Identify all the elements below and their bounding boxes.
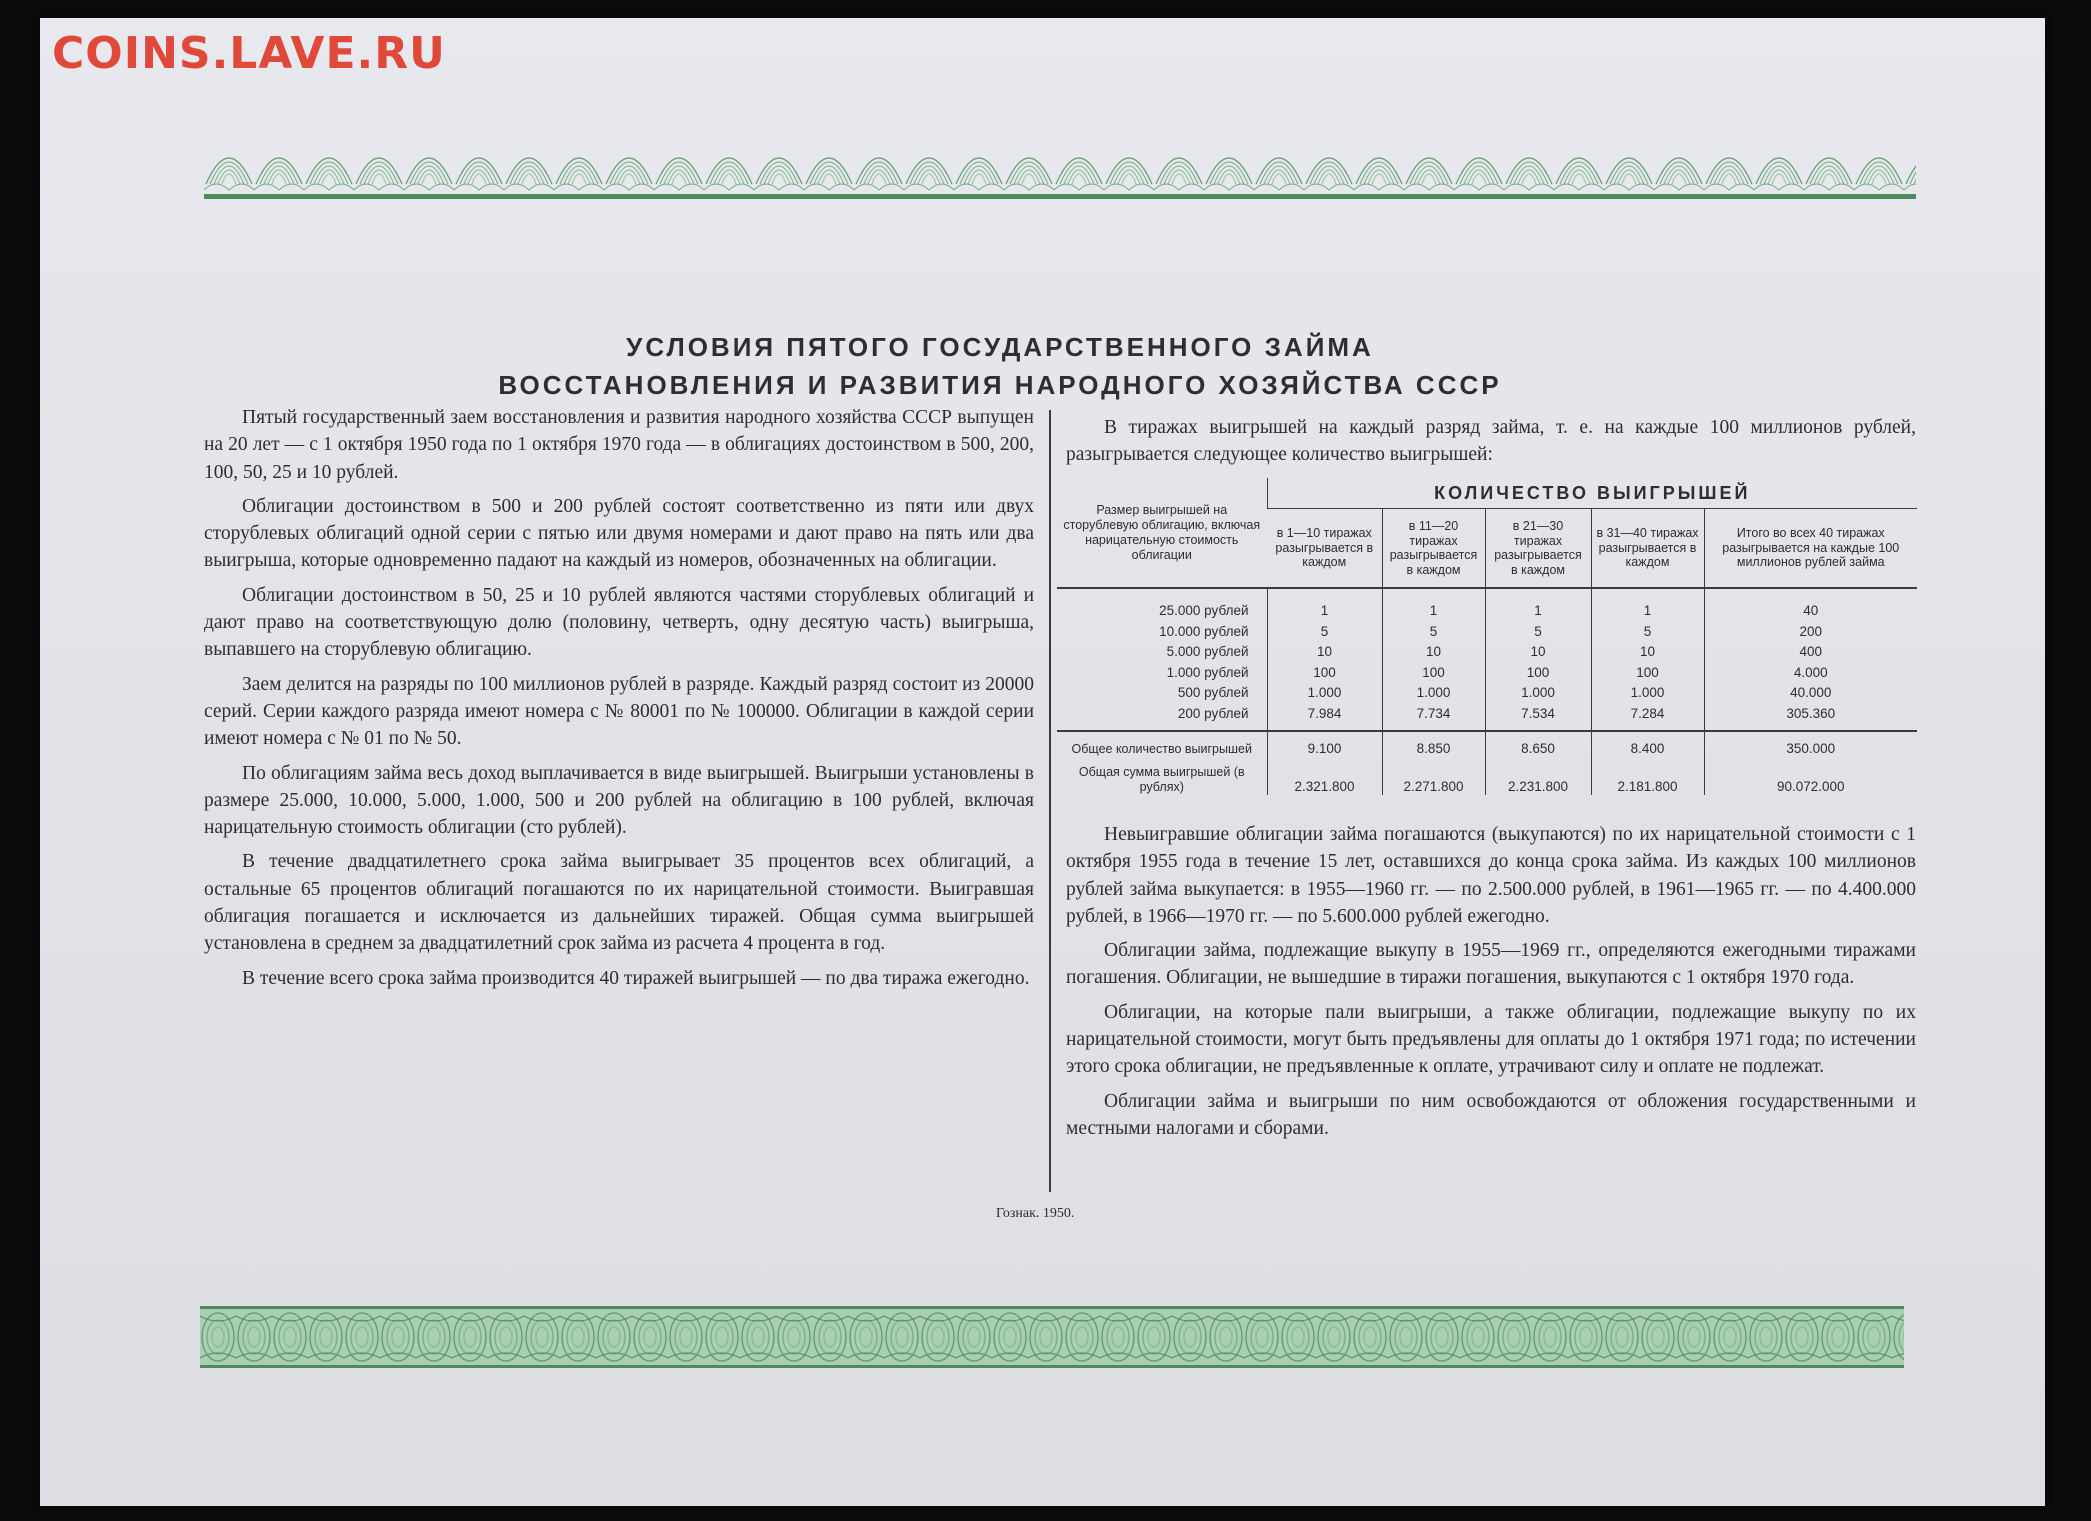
winnings-table: [1057, 478, 1917, 795]
table-cell: 10: [1485, 642, 1591, 663]
right-paragraph: Облигации займа и выигрыши по ним освобождаются от обложения государственными и местными налогами и сборами.: [1066, 1090, 1916, 1139]
row-label: 5.000 рублей: [1166, 644, 1249, 659]
table-cell: 1: [1485, 588, 1591, 622]
table-cell: 1: [1267, 588, 1382, 622]
table-cell: 40.000: [1704, 683, 1917, 704]
row-label: 1.000 рублей: [1166, 664, 1249, 680]
total-label: Общая сумма выигрышей (в рублях): [1078, 765, 1245, 794]
table-cell: 1: [1382, 588, 1485, 622]
left-paragraph: Облигации достоинством в 500 и 200 рублей состоят соответственно из пяти или двух сторублевых облигаций одной серии с пятью или двумя номерами и дают право на пять или два выигрыша, которые одновременно падают на каждый из номеров, обозначенных на облигации.: [204, 495, 1034, 572]
table-cell: 7.984: [1267, 704, 1382, 732]
site-watermark: COINS.LAVE.RU: [52, 28, 446, 79]
table-cell: 100: [1591, 663, 1704, 684]
table-cell: 5: [1485, 622, 1591, 643]
right-intro: [1066, 414, 1916, 476]
table-header-col-4: в 31—40 тиражах разыгрывается в каждом: [1591, 509, 1704, 589]
table-cell: 10: [1267, 642, 1382, 663]
table-row: [1057, 663, 1917, 684]
table-cell: 7.284: [1591, 704, 1704, 732]
row-label: 10.000 рублей: [1159, 623, 1249, 639]
right-column: [1066, 821, 1916, 1149]
table-cell: 1.000: [1485, 683, 1591, 704]
table-cell: 40: [1704, 588, 1917, 622]
table-header-group: КОЛИЧЕСТВО ВЫИГРЫШЕЙ: [1267, 478, 1917, 509]
row-label: 500 рублей: [1177, 685, 1249, 700]
table-cell: 9.100: [1267, 731, 1382, 757]
table-cell: 10: [1382, 642, 1485, 663]
table-cell: 8.650: [1485, 731, 1591, 757]
left-paragraph: По облигациям займа весь доход выплачивается в виде выигрышей. Выигрыши установлены в размере 25.000, 10.000, 5.000, 1.000, 500 и 200 рублей на облигацию в 100 рублей, включая нарицательную стоимость облигации (сто рублей).: [204, 762, 1034, 839]
table-cell: 1: [1591, 588, 1704, 622]
table-cell: 350.000: [1704, 731, 1917, 757]
table-cell: 2.271.800: [1382, 757, 1485, 795]
title-line-1: УСЛОВИЯ ПЯТОГО ГОСУДАРСТВЕННОГО ЗАЙМА: [626, 332, 1374, 362]
table-cell: 5: [1591, 622, 1704, 643]
table-cell: 90.072.000: [1704, 757, 1917, 795]
left-paragraph: Облигации достоинством в 50, 25 и 10 рублей являются частями сторублевых облигаций и дают право на соответствующую долю (половину, четверть, одну десятую часть) выигрыша, выпавшего на сторублевую облигацию.: [204, 584, 1034, 661]
row-label: 200 рублей: [1057, 704, 1267, 732]
left-paragraph: В течение всего срока займа производится 40 тиражей выигрышей — по два тиража ежегодно.: [242, 967, 1030, 989]
table-header-col-3: в 21—30 тиражах разыгрывается в каждом: [1485, 509, 1591, 589]
table-cell: 100: [1267, 663, 1382, 684]
left-paragraph: Заем делится на разряды по 100 миллионов рублей в разряде. Каждый разряд состоит из 20000 серий. Серии каждого разряда имеют номера с № 80001 по № 100000. Облигации в каждой серии имеют номера с № 01 по № 50.: [204, 673, 1034, 750]
table-cell: 305.360: [1704, 704, 1917, 732]
table-cell: 200: [1704, 622, 1917, 643]
table-header-col-total: Итого во всех 40 тиражах разыгрывается на каждые 100 миллионов рублей займа: [1704, 509, 1917, 589]
table-cell: 100: [1485, 663, 1591, 684]
table-total-row: [1057, 757, 1917, 795]
table-total-row: [1057, 731, 1917, 757]
printer-imprint: Гознак. 1950.: [996, 1206, 1075, 1221]
table-row: [1057, 642, 1917, 663]
right-intro-text: В тиражах выигрышей на каждый разряд займа, т. е. на каждые 100 миллионов рублей, разыгрывается следующее количество выигрышей:: [1066, 417, 1916, 466]
left-paragraph: В течение двадцатилетнего срока займа выигрывает 35 процентов всех облигаций, а остальные 65 процентов облигаций погашаются по их нарицательной стоимости. Выигравшая облигация погашается и исключается из дальнейших тиражей. Общая сумма выигрышей установлена в среднем за двадцатилетний срок займа из расчета 4 процента в год.: [204, 851, 1034, 955]
guilloche-border-bottom: [200, 1306, 1904, 1368]
table-cell: 5: [1382, 622, 1485, 643]
table-header-col-1: в 1—10 тиражах разыгрывается в каждом: [1267, 509, 1382, 589]
table-cell: 2.181.800: [1591, 757, 1704, 795]
table-header-prize-size: Размер выигрышей на сторублевую облигацию, включая нарицательную стоимость облигации: [1057, 478, 1267, 588]
table-row: [1057, 704, 1917, 732]
table-row: [1057, 622, 1917, 643]
table-header-col-2: в 11—20 тиражах разыгрывается в каждом: [1382, 509, 1485, 589]
table-cell: 8.850: [1382, 731, 1485, 757]
right-paragraph: Облигации займа, подлежащие выкупу в 1955—1969 гг., определяются ежегодными тиражами погашения. Облигации, не вышедшие в тиражи погашения, выкупаются с 1 октября 1970 года.: [1066, 940, 1916, 989]
table-row: [1057, 683, 1917, 704]
table-cell: 4.000: [1704, 663, 1917, 684]
table-row: [1057, 588, 1917, 622]
left-paragraph: Пятый государственный заем восстановления и развития народного хозяйства СССР выпущен на 20 лет — с 1 октября 1950 года по 1 октября 1970 года — в облигациях достоинством в 500, 200, 100, 50, 25 и 10 рублей.: [204, 407, 1034, 483]
table-cell: 10: [1591, 642, 1704, 663]
table-cell: 8.400: [1591, 731, 1704, 757]
table-cell: 1.000: [1591, 683, 1704, 704]
row-label: 25.000 рублей: [1159, 603, 1249, 618]
table-cell: 7.534: [1485, 704, 1591, 732]
table-cell: 5: [1267, 622, 1382, 643]
column-divider: [1049, 410, 1051, 1192]
title-line-2: ВОССТАНОВЛЕНИЯ И РАЗВИТИЯ НАРОДНОГО ХОЗЯЙСТВА СССР: [498, 370, 1502, 400]
table-cell: 1.000: [1267, 683, 1382, 704]
total-label: Общее количество выигрышей: [1071, 742, 1252, 756]
guilloche-border-top: [204, 128, 1916, 202]
table-cell: 1.000: [1382, 683, 1485, 704]
right-paragraph: Облигации, на которые пали выигрыши, а также облигации, подлежащие выкупу по их нарицательной стоимости, могут быть предъявлены для оплаты до 1 октября 1971 года; по истечении этого срока облигации, не предъявленные к оплате, утрачивают силу и оплате не подлежат.: [1066, 1001, 1916, 1078]
table-cell: 400: [1704, 642, 1917, 663]
table-cell: 7.734: [1382, 704, 1485, 732]
table-cell: 100: [1382, 663, 1485, 684]
right-paragraph: Невыигравшие облигации займа погашаются (выкупаются) по их нарицательной стоимости с 1 октября 1955 года в течение 15 лет, оставшихся до конца срока займа. Из каждых 100 миллионов рублей займа выкупается: в 1955—1960 гг. — по 2.500.000 рублей, в 1961—1965 гг. — по 4.400.000 рублей, в 1966—1970 гг. — по 5.600.000 рублей ежегодно.: [1066, 824, 1916, 927]
table-cell: 2.231.800: [1485, 757, 1591, 795]
table-cell: 2.321.800: [1267, 757, 1382, 795]
left-column: [204, 404, 1034, 999]
